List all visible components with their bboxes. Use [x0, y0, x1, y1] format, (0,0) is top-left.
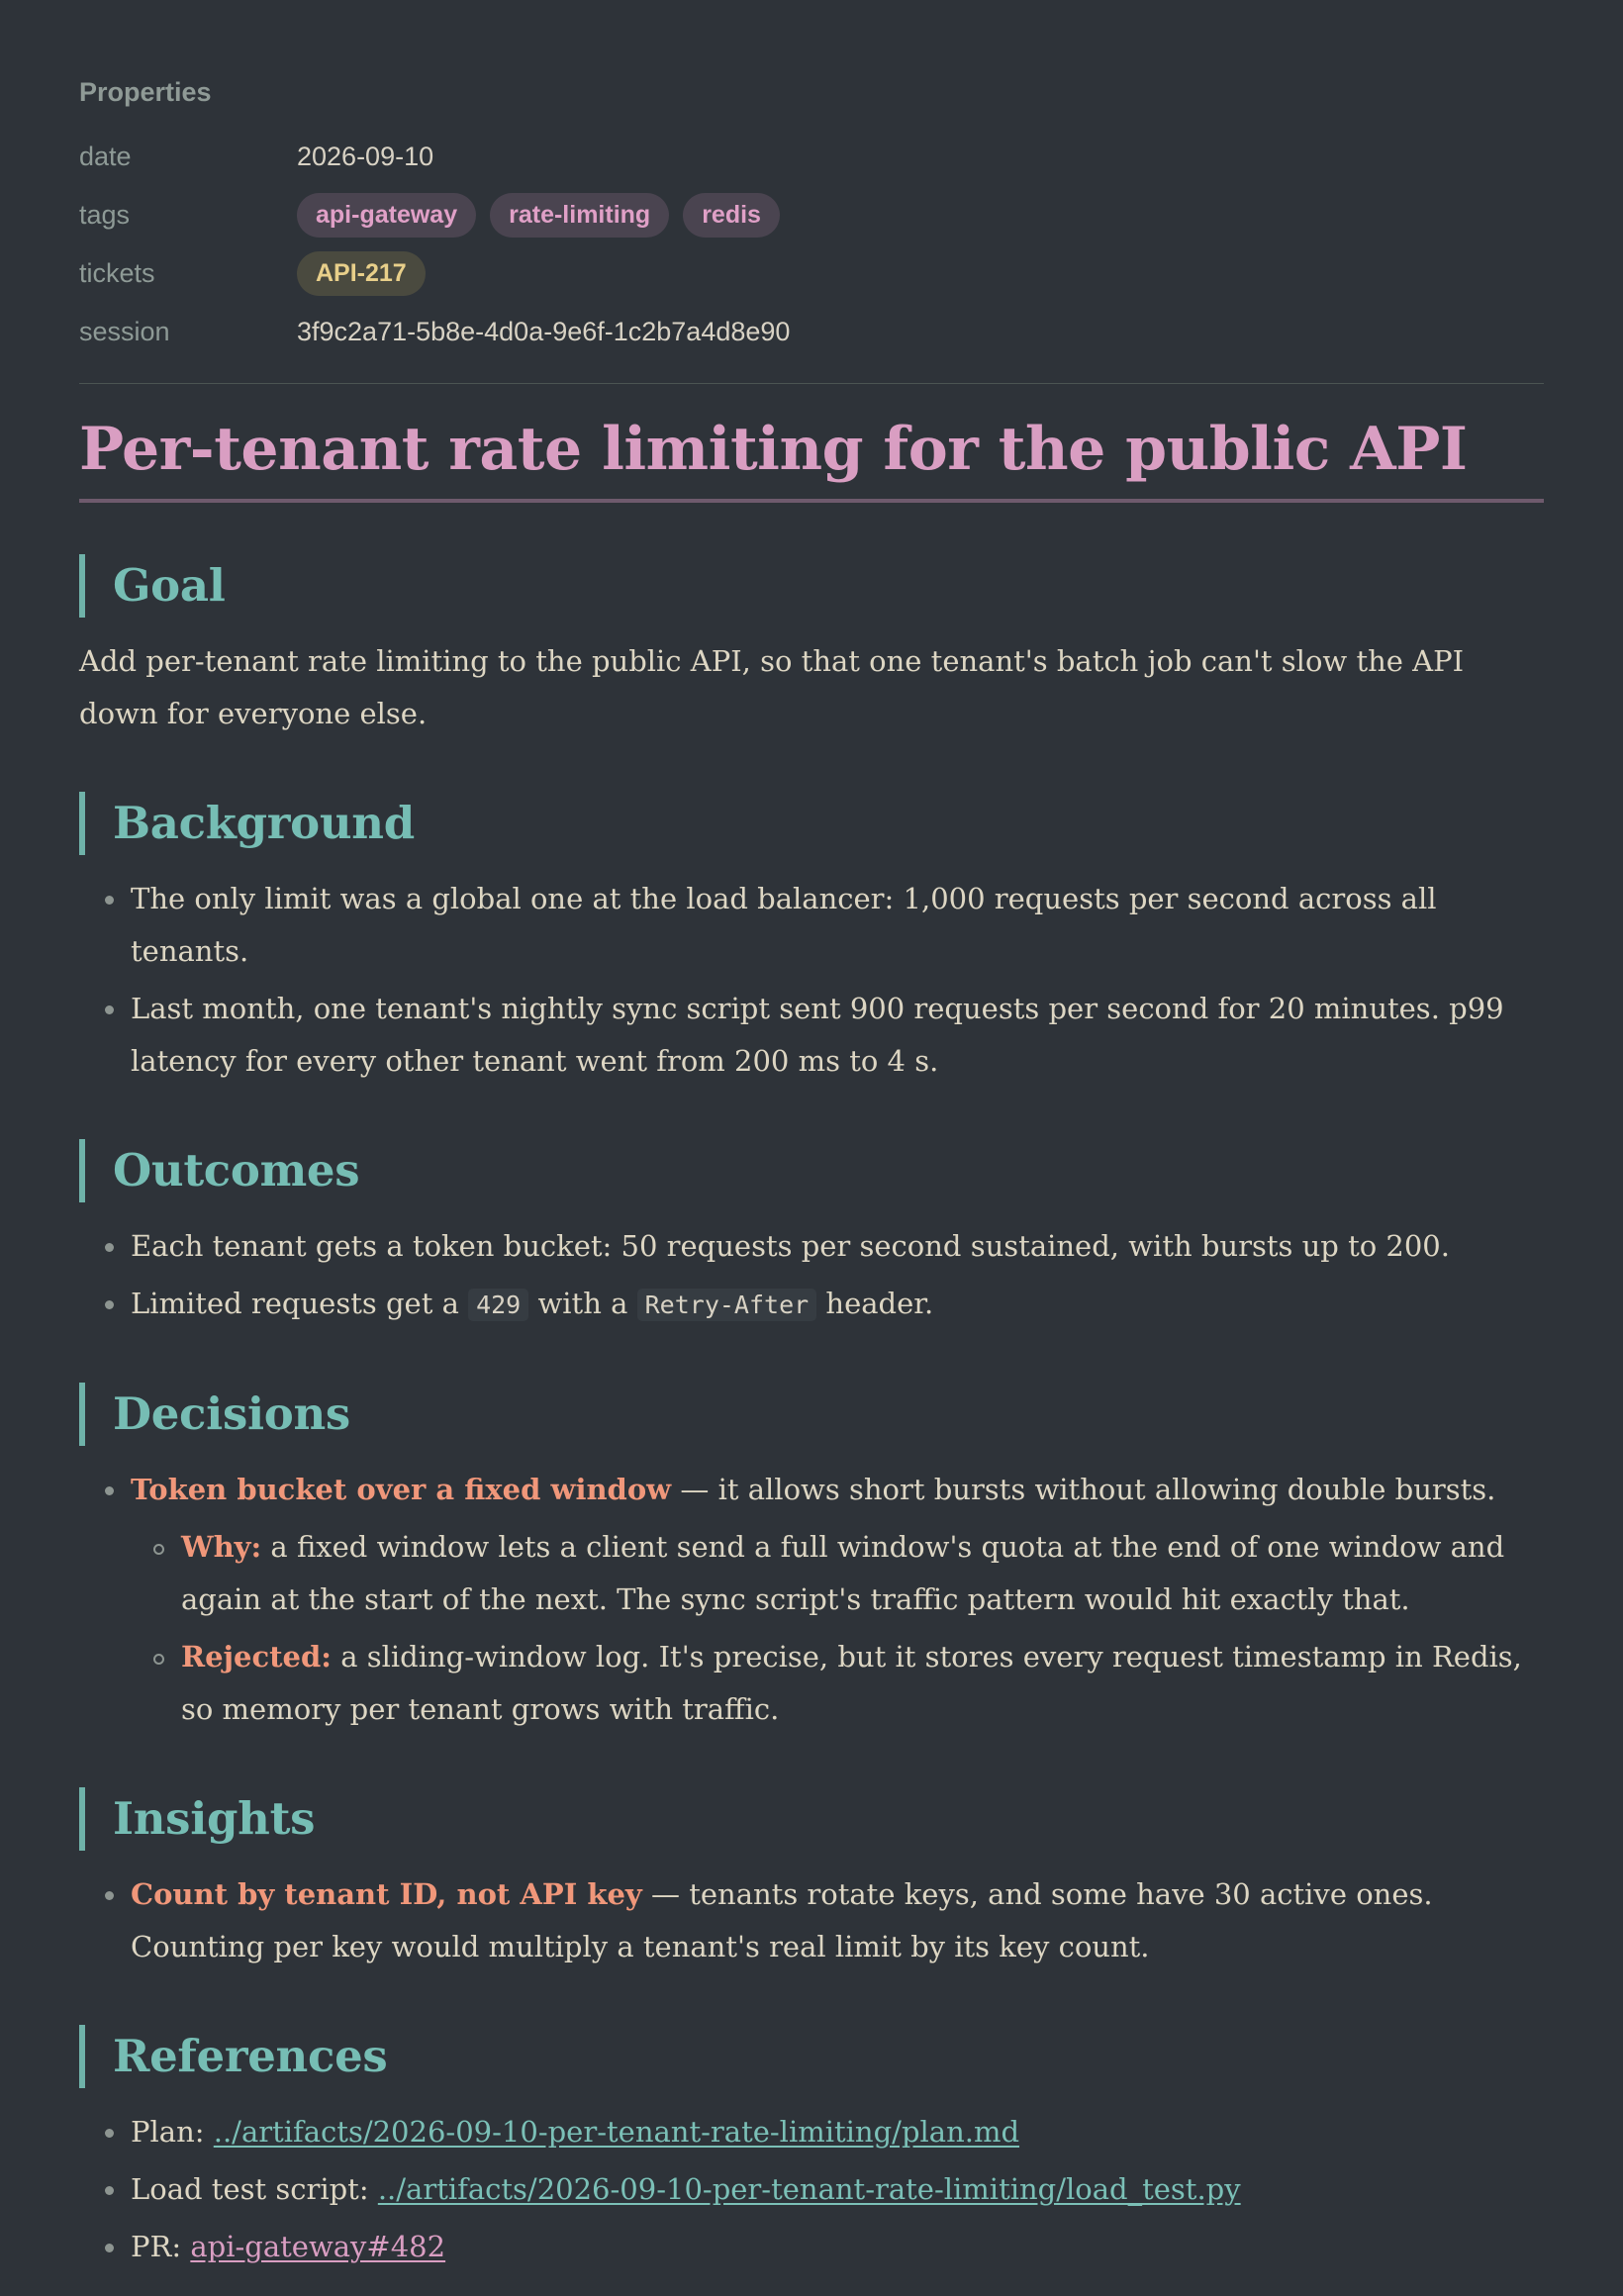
- property-key: tickets: [79, 258, 155, 288]
- property-tags: [79, 186, 1544, 244]
- property-session: [79, 303, 1544, 361]
- document: [79, 0, 1544, 2273]
- section-heading-references: References: [79, 2025, 1544, 2088]
- list-item: [131, 1464, 1544, 1736]
- goal-text: Add per-tenant rate limiting to the public API, so that one tenant's batch job can't slow the API down for everyone else.: [79, 644, 1465, 730]
- list-item: Each tenant gets a token bucket: 50 requests per second sustained, with bursts up to 200.: [131, 1220, 1544, 1273]
- text-segment: — tenants rotate keys, and some have 30 active ones. Counting per key would multiply a tenant's real limit by its key count.: [131, 1877, 1433, 1963]
- decision-details: [131, 1521, 1544, 1736]
- section-heading-decisions: Decisions: [79, 1383, 1544, 1446]
- properties-title: Properties: [79, 77, 212, 107]
- pr-link[interactable]: api-gateway#482: [190, 2230, 446, 2263]
- list-item: [131, 2221, 1544, 2273]
- properties-divider: [79, 383, 1544, 384]
- properties-panel: [79, 77, 1544, 384]
- decisions-list: [79, 1464, 1544, 1736]
- sub-list-item: [181, 1521, 1544, 1626]
- list-item: [131, 2106, 1544, 2158]
- tag-pill[interactable]: rate-limiting: [490, 193, 669, 238]
- list-item: [131, 1278, 1544, 1331]
- section-heading-background: Background: [79, 792, 1544, 855]
- property-value[interactable]: 3f9c2a71-5b8e-4d0a-9e6f-1c2b7a4d8e90: [297, 317, 791, 346]
- why-label: Why:: [181, 1530, 262, 1564]
- reference-label: Load test script:: [131, 2172, 378, 2206]
- insights-list: [79, 1868, 1544, 1973]
- tag-pill[interactable]: redis: [683, 193, 780, 238]
- text-segment: header.: [816, 1287, 934, 1320]
- ticket-pill[interactable]: API-217: [297, 251, 426, 296]
- section-heading-goal: Goal: [79, 554, 1544, 618]
- property-key: tags: [79, 200, 131, 230]
- background-list: [79, 873, 1544, 1088]
- text-segment: with a: [528, 1287, 637, 1320]
- page-title: Per-tenant rate limiting for the public API: [79, 414, 1544, 503]
- text-segment: a fixed window lets a client send a full window's quota at the end of one window and again at the start of the next. The sync script's traffic pattern would hit exactly that.: [181, 1530, 1505, 1616]
- property-key: session: [79, 317, 170, 346]
- plan-link[interactable]: ../artifacts/2026-09-10-per-tenant-rate-limiting/plan.md: [213, 2115, 1020, 2149]
- inline-code: 429: [468, 1289, 528, 1321]
- rejected-label: Rejected:: [181, 1640, 332, 1674]
- outcomes-list: [79, 1220, 1544, 1331]
- text-segment: — it allows short bursts without allowing double bursts.: [671, 1473, 1496, 1506]
- load-test-link[interactable]: ../artifacts/2026-09-10-per-tenant-rate-limiting/load_test.py: [377, 2172, 1241, 2206]
- list-item: The only limit was a global one at the load balancer: 1,000 requests per second across all tenants.: [131, 873, 1544, 978]
- section-heading-insights: Insights: [79, 1787, 1544, 1851]
- list-item: [131, 1868, 1544, 1973]
- text-segment: a sliding-window log. It's precise, but it stores every request timestamp in Redis, so memory per tenant grows with traffic.: [181, 1640, 1522, 1726]
- insight-title: Count by tenant ID, not API key: [131, 1877, 642, 1911]
- tag-pill[interactable]: api-gateway: [297, 193, 476, 238]
- ticket-list: [297, 251, 426, 296]
- sub-list-item: [181, 1631, 1544, 1736]
- list-item: Last month, one tenant's nightly sync script sent 900 requests per second for 20 minutes. p99 latency for every other tenant went from 200 ms to 4 s.: [131, 983, 1544, 1088]
- text-segment: Limited requests get a: [131, 1287, 469, 1320]
- inline-code: Retry-After: [637, 1289, 817, 1321]
- references-list: [79, 2106, 1544, 2273]
- property-key: date: [79, 142, 132, 171]
- section-heading-outcomes: Outcomes: [79, 1139, 1544, 1202]
- tag-list: [297, 193, 780, 238]
- reference-label: Plan:: [131, 2115, 214, 2149]
- decision-title: Token bucket over a fixed window: [131, 1473, 672, 1506]
- reference-label: PR:: [131, 2230, 191, 2263]
- property-tickets: [79, 244, 1544, 303]
- property-value[interactable]: 2026-09-10: [297, 142, 434, 171]
- list-item: [131, 2163, 1544, 2216]
- property-date: [79, 128, 1544, 186]
